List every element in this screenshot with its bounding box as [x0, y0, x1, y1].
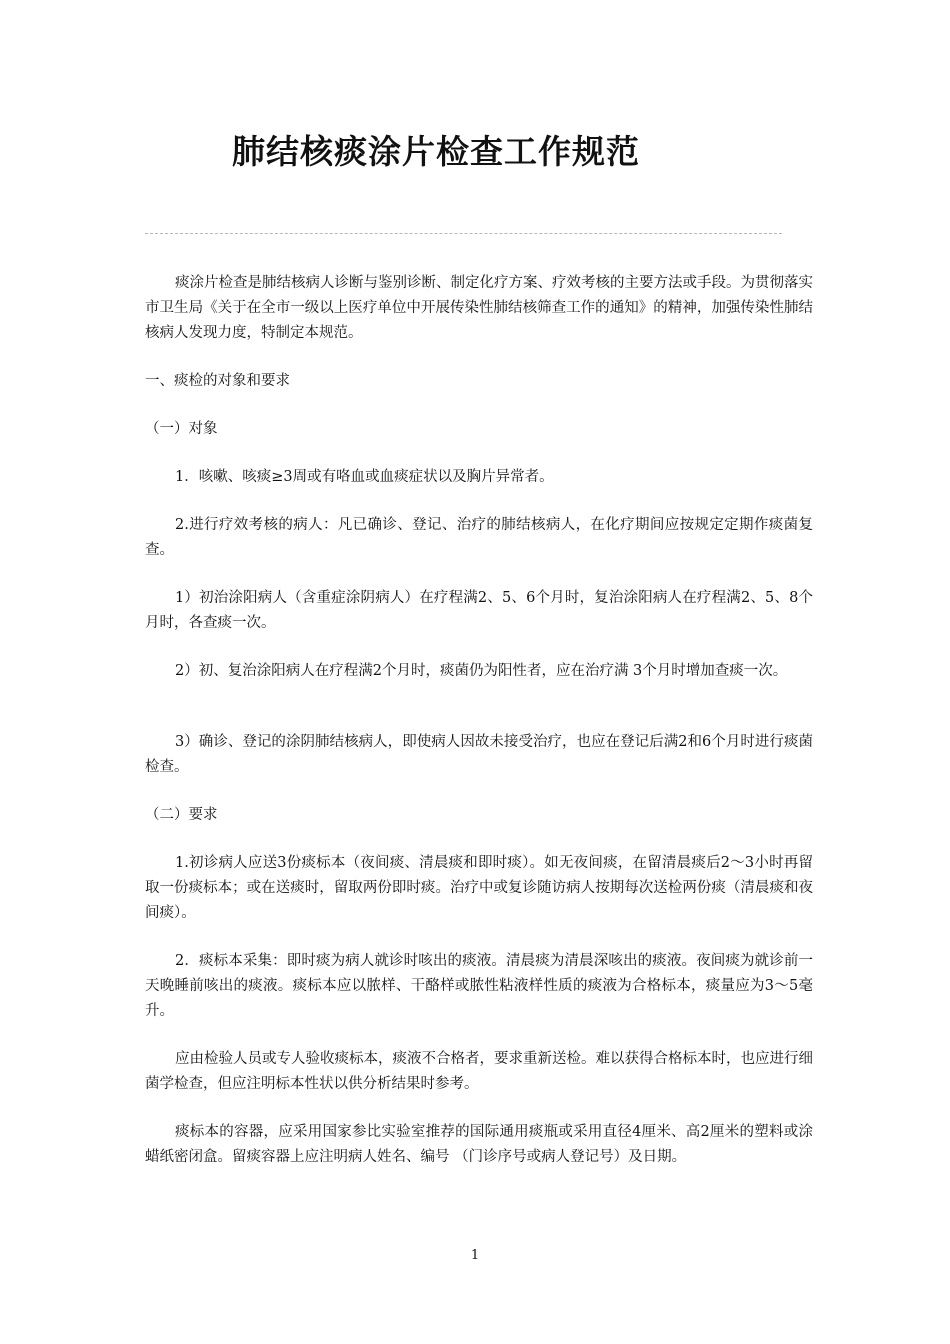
title-divider	[145, 233, 782, 234]
object-item-2-1: 1）初治涂阳病人（含重症涂阴病人）在疗程满2、5、6个月时，复治涂阳病人在疗程满2、5、8个月时，各查痰一次。	[145, 590, 813, 631]
subsection-heading-requirements: （二）要求	[145, 807, 218, 823]
intro-paragraph: 痰涂片检查是肺结核病人诊断与鉴别诊断、制定化疗方案、疗效考核的主要方法或手段。为贯彻落实市卫生局《关于在全市一级以上医疗单位中开展传染性肺结核筛查工作的通知》的精神，加强传染性肺结核病人发现力度，特制定本规范。	[145, 275, 813, 341]
document-body	[145, 271, 813, 1170]
document-title: 肺结核痰涂片检查工作规范	[232, 132, 640, 171]
section-heading: 一、痰检的对象和要求	[145, 373, 290, 389]
requirement-paragraph-acceptance: 应由检验人员或专人验收痰标本，痰液不合格者，要求重新送检。难以获得合格标本时，也应进行细菌学检查，但应注明标本性状以供分析结果时参考。	[145, 1051, 813, 1092]
requirement-item-1: 1.初诊病人应送3份痰标本（夜间痰、清晨痰和即时痰）。如无夜间痰，在留清晨痰后2～3小时再留取一份痰标本；或在送痰时，留取两份即时痰。治疗中或复诊随访病人按期每次送检两份痰（清晨痰和夜间痰）。	[145, 855, 813, 921]
requirement-paragraph-container: 痰标本的容器，应采用国家参比实验室推荐的国际通用痰瓶或采用直径4厘米、高2厘米的塑料或涂蜡纸密闭盒。留痰容器上应注明病人姓名、编号 （门诊序号或病人登记号）及日期。	[145, 1124, 813, 1165]
page-number: 1	[470, 1248, 480, 1263]
object-item-2: 2.进行疗效考核的病人：凡已确诊、登记、治疗的肺结核病人，在化疗期间应按规定定期作痰菌复查。	[145, 517, 813, 558]
object-item-1: 1．咳嗽、咳痰≥3周或有咯血或血痰症状以及胸片异常者。	[175, 469, 554, 485]
object-item-2-2: 2）初、复治涂阳病人在疗程满2个月时，痰菌仍为阳性者，应在治疗满 3个月时增加查痰一次。	[175, 663, 788, 679]
subsection-heading-objects: （一）对象	[145, 421, 218, 437]
requirement-item-2: 2．痰标本采集：即时痰为病人就诊时咳出的痰液。清晨痰为清晨深咳出的痰液。夜间痰为就诊前一天晚睡前咳出的痰液。痰标本应以脓样、干酪样或脓性粘液样性质的痰液为合格标本，痰量应为3～5毫升。	[145, 953, 813, 1019]
object-item-2-3: 3）确诊、登记的涂阴肺结核病人，即使病人因故未接受治疗，也应在登记后满2和6个月时进行痰菌检查。	[145, 734, 813, 775]
